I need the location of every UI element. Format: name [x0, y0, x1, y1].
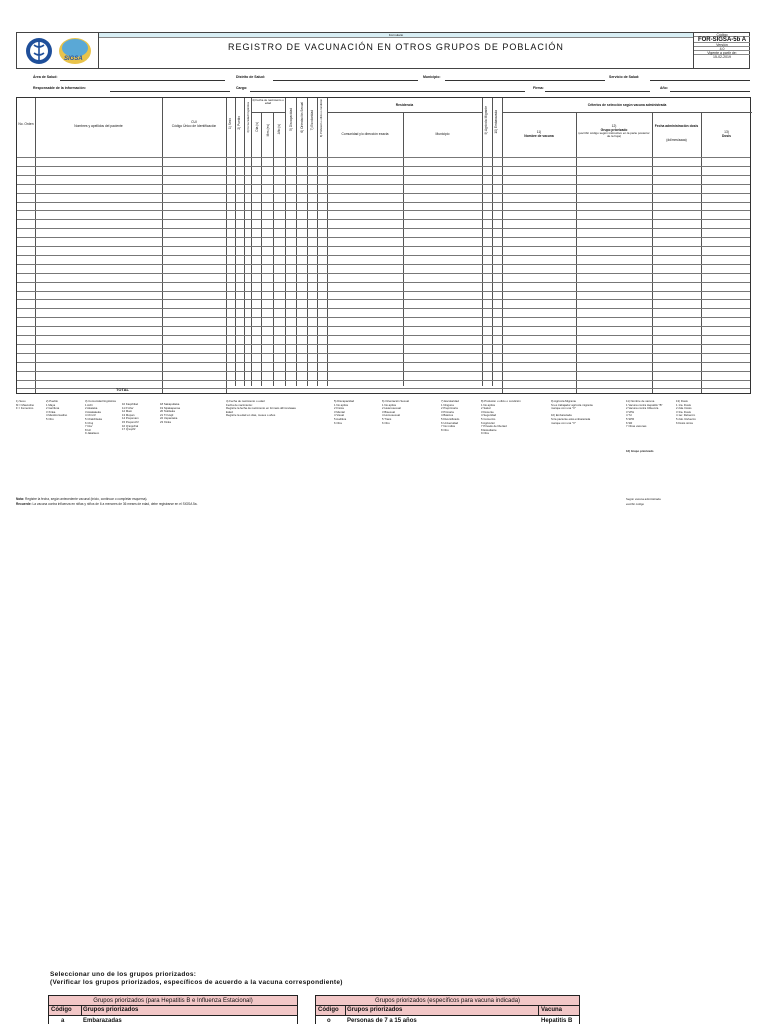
table-row[interactable]	[17, 166, 750, 167]
t1-codigo-header: Código	[51, 1007, 72, 1013]
grupos-table-1	[48, 995, 298, 1024]
fecha-adm-header: Fecha administración dosis	[654, 124, 699, 128]
legend-dosis: 13) Dosis 1 1ra. Dosis 2 2da. Dosis 3 3ra. Dosis 4 1er. Refuerzo 5 2do. Refuerzo 6 Dosis única	[676, 399, 696, 425]
t2-grupos-header: Grupos priorizados	[347, 1007, 403, 1013]
grupo-num: 12)	[611, 124, 617, 128]
table-row[interactable]	[17, 362, 750, 363]
legend-comunidad: 3) Comunidad lingüística 1 Achi 2 Akateka 3 Awakateka 4 Ch'orti' 5 Chalchiteka 6 Chuj 7 Itza' 8 Ixil 9 Jakalteco	[85, 399, 116, 436]
t2-row-label: Personas de 7 a 15 años	[347, 1018, 417, 1024]
table-row[interactable]	[17, 246, 750, 247]
t2-title: Grupos priorizados (específicos para vacuna indicada)	[316, 996, 579, 1006]
vacuna-num: 11)	[536, 130, 542, 134]
table-row[interactable]	[17, 273, 750, 274]
grupo-sub: (escribir código según instructivo en la parte posterior de la hoja)	[578, 131, 650, 139]
anio-field[interactable]	[670, 91, 750, 92]
table-row[interactable]	[17, 353, 750, 354]
vaccination-table	[16, 97, 751, 394]
dosis-header: Dosis	[722, 134, 731, 138]
no-orden-header: No. Orden	[18, 122, 34, 126]
table-row[interactable]	[17, 282, 750, 283]
table-row[interactable]	[17, 308, 750, 309]
fecha-nac-header: 4) Fecha de nacimiento o edad	[252, 98, 284, 106]
legend-discapacidad: 5) Discapacidad 1 No aplica 2 Física 3 Mental 4 Visual 5 Auditiva 6 Otra	[334, 399, 355, 425]
t1-title: Grupos priorizados (para Hepatitis B e Influenza Estacional)	[49, 996, 297, 1006]
table-row[interactable]	[17, 228, 750, 229]
recuerde-text: La vacuna contra influenza en niñas y niños de 6 a menores de 36 meses de edad, debe registrarse en el SIGSA 5a.	[32, 502, 198, 506]
firma-field[interactable]	[545, 91, 650, 92]
legend-sexo: 1) Sexo M = Masculino F = Femenino	[16, 399, 35, 411]
form-header	[16, 32, 750, 69]
municipio-header: Municipio	[435, 132, 450, 136]
t1-row-code: a	[61, 1018, 65, 1024]
t2-codigo-header: Código	[318, 1007, 339, 1013]
responsable-field[interactable]	[110, 91, 230, 92]
vigente-value: 15-02-2019	[713, 55, 731, 59]
cargo-field[interactable]	[250, 91, 525, 92]
t2-row-code: o	[327, 1018, 331, 1024]
distrito-label: Distrito de Salud:	[236, 75, 265, 79]
t1-grupos-header: Grupos priorizados	[83, 1007, 139, 1013]
table-row[interactable]	[17, 210, 750, 211]
legend-grupo: 12) Grupo priorizado	[626, 449, 654, 453]
table-row[interactable]	[17, 291, 750, 292]
recuerde-label: Recuerde:	[16, 502, 32, 506]
sexo-header: 1) Sexo	[228, 118, 232, 129]
formulario-label: Formulario	[99, 33, 693, 38]
table-row[interactable]	[17, 175, 750, 176]
t1-row-label: Embarazadas	[83, 1018, 122, 1024]
legend-comunidad-3: 18 Sakapulteka 19 Sipakapensa 20 Tektiteka 21 Tz'utujil 22 Uspanteka 23 Xinka	[160, 402, 181, 424]
table-row[interactable]	[17, 193, 750, 194]
table-row[interactable]	[17, 299, 750, 300]
title-box	[99, 33, 693, 69]
seleccionar-text: Seleccionar uno de los grupos priorizados:	[50, 971, 197, 978]
comunidad-direccion-header: Comunidad y/o dirección exacta	[341, 132, 389, 136]
criterios-header: Criterios de selección según vacuna administrada	[587, 103, 667, 107]
table-row[interactable]	[17, 335, 750, 336]
page-title: REGISTRO DE VACUNACIÓN EN OTROS GRUPOS DE POBLACIÓN	[228, 42, 564, 52]
logo-text: SIGSA	[64, 56, 83, 62]
servicio-field[interactable]	[650, 80, 750, 81]
table-row[interactable]	[17, 255, 750, 256]
table-row[interactable]	[17, 184, 750, 185]
legend-fecha: 4) Fecha de nacimiento o edad Fecha de nacimiento: Registre la fecha de nacimiento en formato dd/mm/aaaa Edad: Registre la edad en días, meses o años	[226, 399, 296, 418]
cui-label-header: CUI	[191, 120, 197, 124]
profesion-header: 8) Profesión u oficio o condición	[320, 99, 323, 138]
cargo-label: Cargo:	[236, 86, 248, 90]
discapacidad-header: 5) Discapacidad	[289, 108, 293, 131]
escolaridad-header: 7) Escolaridad	[310, 110, 314, 131]
grupos-table-2	[315, 995, 580, 1024]
nombres-header: Nombres y apellidos del paciente	[74, 124, 123, 128]
residencia-header: Residencia	[395, 103, 414, 107]
pueblo-header: 2) Pueblo	[237, 116, 241, 130]
cui-header: Código Único de Identificación	[171, 124, 217, 128]
legend-profesion: 8) Profesión u oficio o condición 1 No aplica 2 Salud 3 Docente 4 Seguridad 5 Comercio 6 Agricultor 7 Privado de libertad 8 Estudiante 9 Otra	[481, 399, 521, 436]
table-row[interactable]	[17, 219, 750, 220]
legend-escolaridad: 7) Escolaridad 1 Ninguna 2 Preprimaria 3 Primaria 4 Básicos 5 Diversificado 6 Universidad 7 No indica 8 Otro	[441, 399, 460, 432]
logo-area	[17, 33, 99, 69]
legend-comunidad-2: 10 Kaqchikel 11 K'iche' 12 Mam 13 Mopan 14 Poqomam 15 Poqomchi' 16 Q'anjob'al 17 Q'eqchi'	[122, 402, 139, 432]
responsable-label: Responsable de la información:	[33, 86, 86, 90]
embarazada-header: 10) Embarazada	[494, 110, 498, 134]
table-row[interactable]	[17, 371, 750, 372]
table-row[interactable]	[17, 317, 750, 318]
area-field[interactable]	[60, 80, 225, 81]
table-row[interactable]	[17, 157, 750, 158]
code-box	[693, 33, 750, 69]
health-logo-icon	[17, 33, 99, 69]
version-value: 4.0	[694, 47, 750, 51]
vacuna-header: Nombre de vacuna	[524, 134, 554, 138]
table-row[interactable]	[17, 237, 750, 238]
agricola-header: 9) Agrícola Migrante	[484, 106, 488, 135]
legend-pueblo: 2) Pueblo 1 Maya 2 Garífuna 3 Xinka 4 Mestizo/Ladino 5 Otro	[46, 399, 68, 421]
verificar-text: (Verificar los grupos priorizados, específicos de acuerdo a la vacuna correspondiente)	[50, 979, 343, 986]
right-note-2: escribir código	[626, 502, 645, 506]
grupo-header: Grupo priorizado	[600, 128, 628, 132]
municipio-label: Municipio:	[423, 75, 441, 79]
area-label: Área de Salud:	[33, 75, 58, 79]
legend-orientacion: 6) Orientación Sexual 1 No aplica 2 Heterosexual 3 Bisexual 4 Homosexual 5 Trans 6 Otro	[382, 399, 409, 425]
mes-header: Mes (es)	[266, 124, 270, 137]
municipio-field[interactable]	[445, 80, 605, 81]
table-row[interactable]	[17, 380, 750, 381]
firma-label: Firma:	[533, 86, 544, 90]
anio-label: Año:	[660, 86, 668, 90]
comunidad-header: 3) Comunidad lingüística	[246, 102, 250, 133]
fecha-adm-sub: (dd/mm/aaaa)	[666, 138, 687, 142]
dia-header: Día (s)	[255, 122, 259, 132]
anio-header: Año (s)	[277, 124, 281, 135]
codigo-label: Código	[694, 33, 750, 37]
t2-vacuna-header: Vacuna	[541, 1007, 563, 1013]
table-row[interactable]	[17, 326, 750, 327]
t2-row-vacuna: Hepatitis B	[541, 1018, 573, 1024]
table-row[interactable]	[17, 202, 750, 203]
vigente-label: Vigente a partir de:	[694, 51, 750, 55]
dosis-num: 13)	[724, 130, 729, 134]
select-instructions	[50, 971, 343, 987]
legend-agricola: 9) Agrícola Migrante Si es trabajador agrícola migrante marque con una "X" 10) Embarazada Si la paciente está embarazada marque con una "X"	[551, 399, 593, 425]
total-label: TOTAL	[116, 387, 129, 392]
legend-vacuna: 11) Nombre de vacuna 1 Vacuna contra Hepatitis "B" 2 Vacuna contra Influenza 3 VPH 4 Td 5 SPR 6 SR 7 Otras vacunas	[626, 399, 663, 429]
table-row[interactable]	[17, 344, 750, 345]
version-label: Versión	[694, 43, 750, 47]
codigo-value: FOR-SIGSA-5b A	[694, 37, 750, 43]
table-row[interactable]	[17, 264, 750, 265]
right-note-1: Según vacuna administrada	[626, 497, 661, 501]
distrito-field[interactable]	[273, 80, 418, 81]
nota-label: Nota:	[16, 497, 25, 501]
servicio-label: Servicio de Salud:	[609, 75, 640, 79]
nota-text: Registre la fecha, según antecedente vacunal (inicio, continuar o completar esquema).	[25, 497, 148, 501]
orientacion-header: 6) Orientación Sexual	[300, 102, 304, 133]
